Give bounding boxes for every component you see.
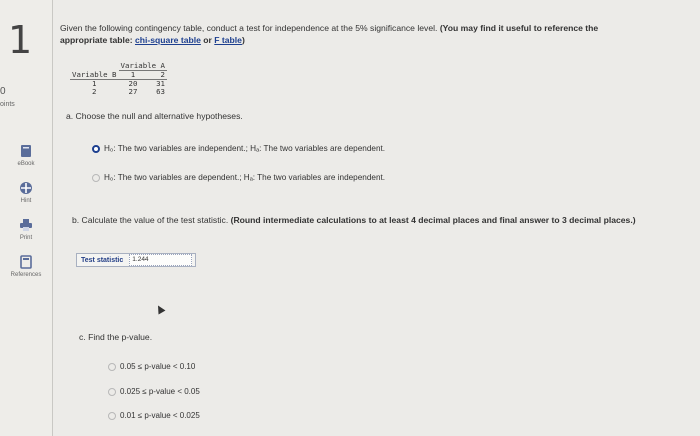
question-prompt bbox=[60, 22, 630, 46]
question-number: 1 bbox=[8, 18, 33, 62]
pvalue-option-1[interactable] bbox=[108, 362, 195, 371]
radio-button[interactable] bbox=[108, 388, 116, 396]
option-text: H₀: The two variables are independent.; Hₐ: The two variables are dependent. bbox=[104, 144, 386, 153]
part-b-bold-text: (Round intermediate calculations to at least 4 decimal places and final answer to 3 decimal places.) bbox=[230, 215, 636, 225]
prompt-bold-text: (You may find it useful to reference the appropriate table: bbox=[60, 23, 599, 45]
print-icon bbox=[19, 218, 33, 232]
points-value: 0 bbox=[0, 86, 6, 97]
test-statistic-row bbox=[76, 253, 196, 267]
hypothesis-option-2[interactable] bbox=[92, 173, 385, 182]
hint-icon bbox=[19, 181, 33, 195]
f-table-link[interactable]: F table bbox=[214, 35, 242, 45]
hypothesis-option-1[interactable] bbox=[92, 144, 385, 153]
contingency-table bbox=[70, 62, 167, 96]
ebook-label: eBook bbox=[17, 161, 35, 167]
table-cell: 20 bbox=[128, 79, 138, 88]
option-text: 0.05 ≤ p-value < 0.10 bbox=[120, 362, 196, 371]
row-label: 2 bbox=[92, 87, 97, 96]
link-or-text: or bbox=[203, 35, 212, 45]
print-button[interactable] bbox=[0, 218, 52, 241]
pvalue-option-2[interactable] bbox=[108, 387, 200, 396]
table-cell: 31 bbox=[156, 79, 165, 88]
mouse-cursor-icon bbox=[155, 304, 166, 315]
radio-button[interactable] bbox=[108, 363, 116, 371]
sidebar bbox=[0, 0, 53, 436]
row-variable-header: Variable B bbox=[72, 69, 117, 79]
part-b-prompt bbox=[72, 215, 642, 226]
column-label: 2 bbox=[147, 71, 167, 80]
chi-square-table-link[interactable]: chi-square table bbox=[134, 35, 201, 45]
option-text: H₀: The two variables are dependent.; Hₐ: The two variables are independent. bbox=[104, 173, 386, 182]
part-b-text: b. Calculate the value of the test statistic. bbox=[72, 215, 229, 225]
radio-button[interactable] bbox=[92, 174, 100, 182]
column-label: 1 bbox=[119, 71, 148, 80]
hint-button[interactable] bbox=[0, 181, 52, 204]
references-label: References bbox=[10, 272, 42, 278]
table-row bbox=[70, 80, 167, 89]
part-c-prompt: c. Find the p-value. bbox=[79, 332, 153, 342]
test-statistic-label: Test statistic bbox=[81, 256, 124, 264]
question-panel bbox=[60, 0, 700, 436]
pvalue-option-3[interactable] bbox=[108, 411, 200, 420]
references-button[interactable] bbox=[0, 255, 52, 278]
link-close-text: ) bbox=[241, 35, 245, 45]
table-cell: 63 bbox=[156, 87, 165, 96]
hint-label: Hint bbox=[20, 198, 32, 204]
references-icon bbox=[19, 255, 33, 269]
table-cell: 27 bbox=[128, 87, 138, 96]
prompt-text: Given the following contingency table, conduct a test for independence at the 5% significance level. bbox=[60, 23, 438, 33]
table-row bbox=[70, 88, 167, 96]
option-text: 0.025 ≤ p-value < 0.05 bbox=[120, 387, 200, 396]
radio-button-selected[interactable] bbox=[92, 145, 100, 153]
table-column-labels-row bbox=[70, 71, 167, 80]
ebook-button[interactable] bbox=[0, 144, 52, 167]
row-label: 1 bbox=[92, 79, 97, 88]
part-a-prompt: a. Choose the null and alternative hypotheses. bbox=[66, 111, 243, 121]
ebook-icon bbox=[19, 144, 33, 158]
print-label: Print bbox=[19, 235, 33, 241]
column-variable-header: Variable A bbox=[120, 61, 165, 70]
radio-button[interactable] bbox=[108, 412, 116, 420]
option-text: 0.01 ≤ p-value < 0.025 bbox=[120, 411, 200, 420]
test-statistic-input[interactable]: 1.244 bbox=[129, 254, 192, 266]
points-label: oints bbox=[0, 101, 15, 108]
